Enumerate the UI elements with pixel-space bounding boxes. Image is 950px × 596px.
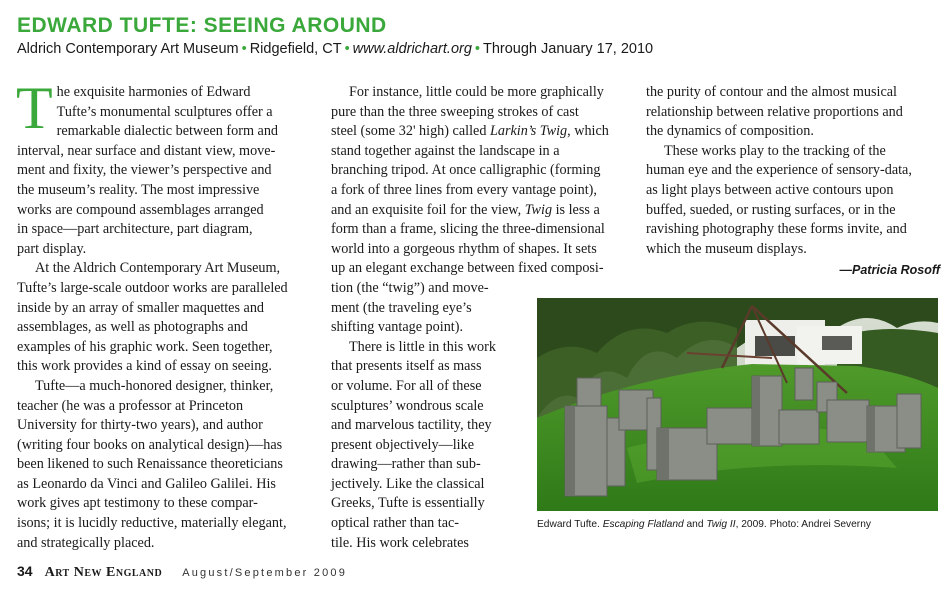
text-line: tile. His work celebrates — [331, 534, 469, 551]
text-line: inside by an array of smaller maquettes and — [17, 299, 265, 316]
text-line: pure than the three sweeping strokes of cast — [331, 103, 579, 120]
text-line: part display. — [17, 240, 87, 257]
text-line: human eye and the experience of sensory-data, — [646, 162, 912, 179]
text-line: For instance, little could be more graphically — [349, 84, 604, 100]
text-line: branching tripod. At once calligraphic (forming — [331, 162, 601, 179]
text-line: form than a frame, slicing the three-dimensional — [331, 221, 605, 238]
paragraph — [17, 259, 317, 377]
photo-caption — [537, 519, 871, 530]
drop-cap: T — [16, 75, 53, 141]
sculpture-panel-shade — [657, 428, 669, 480]
sculpture-panel — [827, 400, 869, 442]
caption-artwork-title: Escaping Flatland — [602, 519, 684, 530]
separator-dot: • — [474, 41, 480, 57]
sculpture-panel — [707, 408, 757, 444]
sculpture-panel-shade — [752, 376, 760, 446]
sculpture-panel-shade — [867, 406, 875, 452]
text-run: is less a — [552, 201, 600, 218]
text-run: and an exquisite foil for the view, — [331, 201, 525, 218]
artwork-title: Larkin’s Twig — [489, 123, 568, 140]
caption-text: and — [683, 519, 707, 530]
text-line: as light plays between active contours upon — [646, 181, 894, 198]
text-line: Greeks, Tufte is essentially — [331, 495, 485, 512]
article-column-3 — [646, 83, 940, 281]
magazine-name: Art New England — [44, 565, 163, 580]
text-line: stand together against the landscape in a — [331, 142, 560, 159]
text-line: been likened to such Renaissance theoreticians — [17, 456, 283, 473]
text-line: sculptures’ wondrous scale — [331, 397, 484, 414]
article-column-1 — [16, 75, 317, 553]
text-line: Tufte—a much-honored designer, thinker, — [35, 377, 274, 394]
venue-location: Ridgefield, CT — [249, 41, 342, 57]
text-line: jectively. Like the classical — [331, 475, 485, 492]
issue-date: August/September 2009 — [182, 567, 348, 579]
text-line: teacher (he was a professor at Princeton — [17, 397, 244, 414]
text-line: remarkable dialectic between form and — [56, 123, 279, 140]
text-line: as Leonardo da Vinci and Galileo Galilei. His — [17, 475, 276, 492]
text-line: that presents itself as mass — [331, 358, 482, 375]
text-line: a fork of three lines from every vantage point), — [331, 181, 597, 198]
text-line: These works play to the tracking of the — [664, 142, 886, 159]
text-line: the museum’s reality. The most impressive — [17, 181, 260, 198]
caption-text: , 2009. Photo: Andrei Severny — [735, 519, 871, 530]
page-number: 34 — [17, 563, 33, 579]
separator-dot: • — [241, 41, 247, 57]
text-line: optical rather than tac- — [331, 515, 460, 532]
text-line: University for thirty-two years), and author — [17, 417, 263, 434]
text-line: he exquisite harmonies of Edward — [56, 84, 251, 100]
text-line: buffed, sueded, or rusting surfaces, or in the — [646, 201, 896, 218]
text-line: tion (the “twig”) and move- — [331, 279, 489, 296]
text-line: which the museum displays. — [646, 240, 807, 257]
text-line: present objectively—like — [331, 436, 475, 453]
text-line: interval, near surface and distant view, move- — [17, 142, 276, 159]
author-signature: —Patricia Rosoff — [839, 263, 940, 278]
exhibition-dates: Through January 17, 2010 — [482, 41, 654, 57]
museum-window — [822, 336, 852, 350]
text-run: steel (some 32' high) called — [331, 123, 490, 140]
paragraph — [646, 83, 940, 142]
paragraph — [646, 142, 940, 260]
article-subtitle — [17, 41, 653, 57]
text-line: this work provides a kind of essay on seeing. — [17, 358, 272, 375]
text-line: isons; it is lucidly reductive, materially elegant, — [17, 515, 287, 532]
text-line: There is little in this work — [349, 338, 496, 355]
text-line: Tufte’s monumental sculptures offer a — [56, 103, 273, 120]
paragraph — [16, 75, 317, 259]
text-line: or volume. For all of these — [331, 377, 482, 394]
venue-name: Aldrich Contemporary Art Museum — [17, 41, 239, 57]
text-line — [331, 201, 631, 221]
sculpture-panel-shade — [565, 406, 575, 496]
venue-url: www.aldrichart.org — [352, 41, 472, 57]
text-line: world into a gorgeous rhythm of shapes. It sets — [331, 240, 597, 257]
text-line: Tufte’s large-scale outdoor works are paralleled — [17, 279, 288, 296]
text-line: ment (the traveling eye’s — [331, 299, 472, 316]
sculpture-photo — [537, 298, 938, 511]
text-line: relationship between relative proportions and — [646, 103, 903, 120]
text-line: work gives apt testimony to these compar- — [17, 495, 258, 512]
text-run: , which — [567, 123, 609, 140]
text-line — [331, 122, 631, 142]
sculpture-panel — [779, 410, 819, 444]
text-line: drawing—rather than sub- — [331, 456, 481, 473]
caption-artist: Edward Tufte. — [537, 519, 603, 530]
text-line: ment and fixity, the viewer’s perspective and — [17, 162, 272, 179]
text-line: (writing four books on analytical design)—has — [17, 436, 283, 453]
text-line: in space—part architecture, part diagram, — [17, 221, 253, 238]
paragraph — [17, 377, 317, 553]
sculpture-panel — [897, 394, 921, 448]
text-line: up an elegant exchange between fixed composi- — [331, 260, 604, 277]
text-line: At the Aldrich Contemporary Art Museum, — [35, 260, 281, 277]
text-line: the purity of contour and the almost musical — [646, 84, 897, 100]
article-title: EDWARD TUFTE: SEEING AROUND — [17, 14, 387, 37]
separator-dot: • — [344, 41, 350, 57]
text-line: and marvelous tactility, they — [331, 417, 492, 434]
text-line: the dynamics of composition. — [646, 123, 814, 140]
artwork-title: Twig — [524, 201, 553, 218]
text-line: shifting vantage point). — [331, 319, 463, 336]
text-line: ravishing photography these forms invite, and — [646, 221, 907, 238]
page-footer — [17, 563, 347, 583]
sculpture-panel — [795, 368, 813, 400]
caption-artwork-title: Twig II — [706, 519, 736, 530]
text-line: assemblages, as well as photographs and — [17, 319, 248, 336]
text-line: and strategically placed. — [17, 534, 155, 551]
text-line: works are compound assemblages arranged — [17, 201, 264, 218]
text-line: examples of his graphic work. Seen together, — [17, 338, 273, 355]
